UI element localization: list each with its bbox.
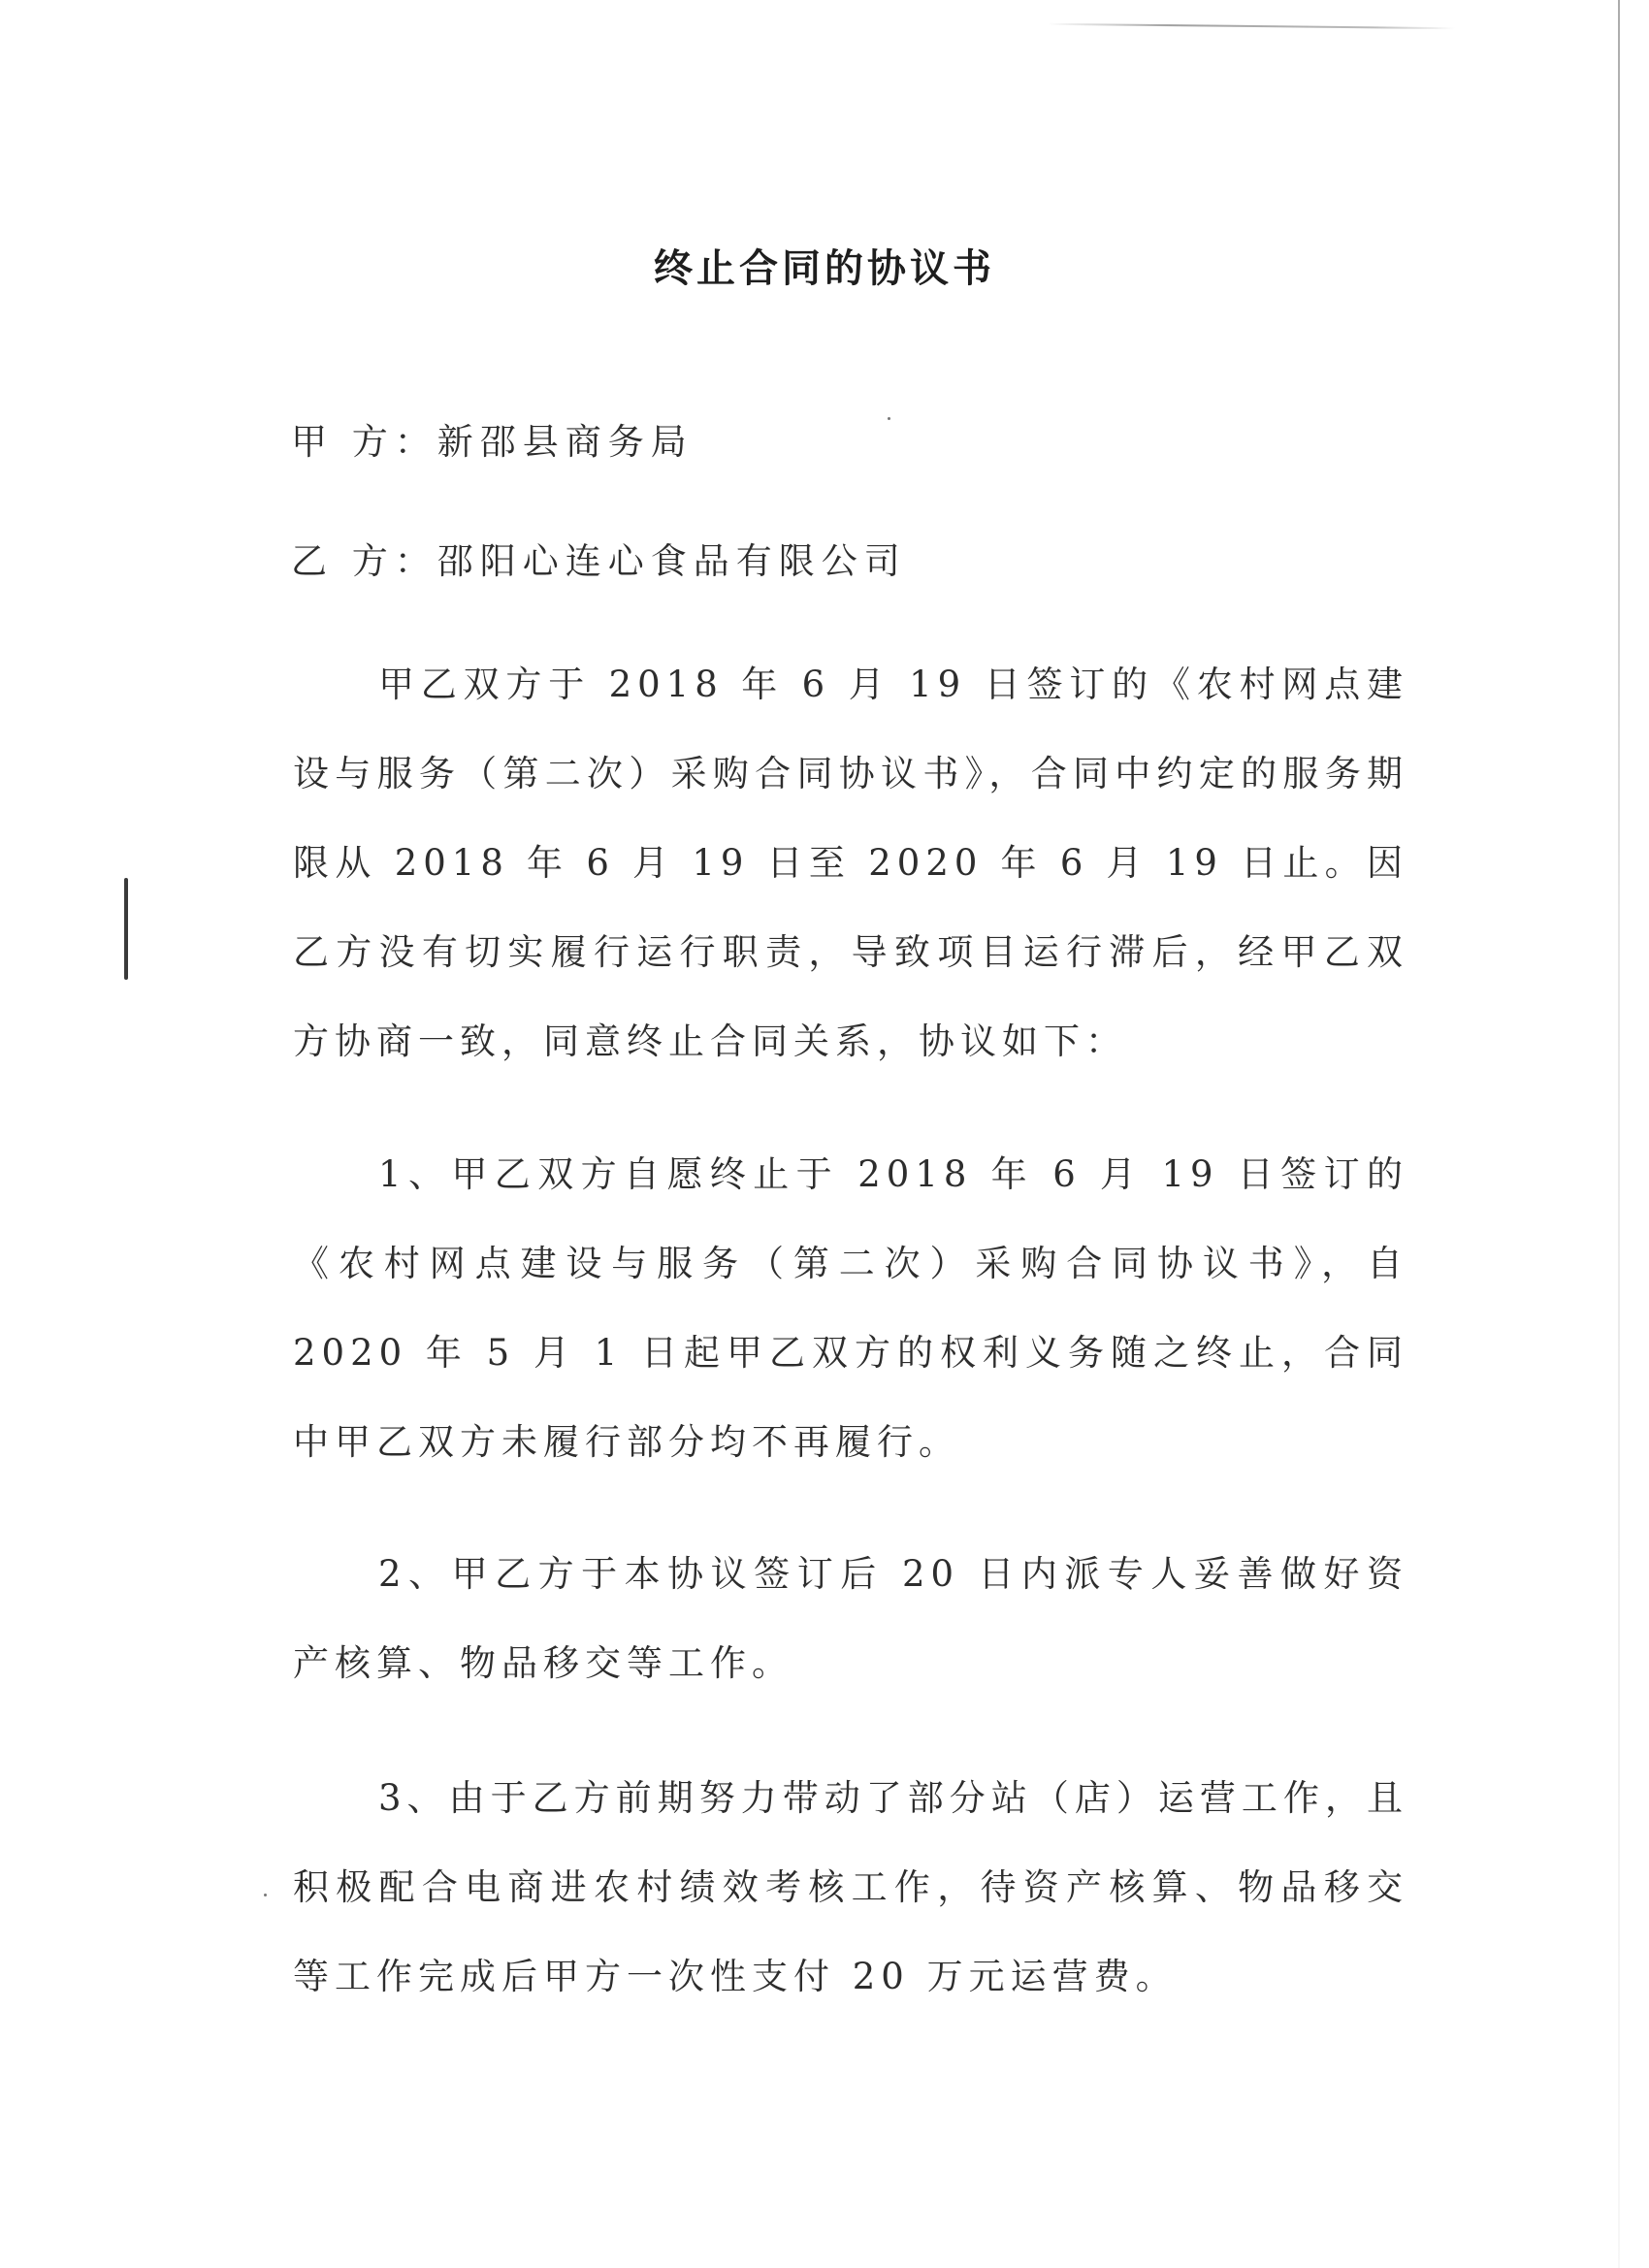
scan-page-edge bbox=[1618, 0, 1620, 2268]
clause-3: 3、由于乙方前期努力带动了部分站（店）运营工作，且积极配合电商进农村绩效考核工作，待资产核算、物品移交等工作完成后甲方一次性支付 20 万元运营费。 bbox=[293, 1777, 1408, 1997]
party-b-line: 乙 方：邵阳心连心食品有限公司 bbox=[291, 540, 907, 582]
clause-1: 1、甲乙双方自愿终止于 2018 年 6 月 19 日签订的《农村网点建设与服务（第二次）采购合同协议书》，自 2020 年 5 月 1 日起甲乙双方的权利义务随之终止，合同中甲乙双方未履行部分均不再履行。 bbox=[293, 1153, 1408, 1463]
margin-mark bbox=[124, 878, 128, 980]
scan-speck bbox=[888, 417, 890, 420]
document-title: 终止合同的协议书 bbox=[654, 246, 995, 291]
party-a-line: 甲 方：新邵县商务局 bbox=[291, 421, 694, 463]
clause-2: 2、甲乙方于本协议签订后 20 日内派专人妥善做好资产核算、物品移交等工作。 bbox=[293, 1553, 1408, 1684]
scan-speck bbox=[264, 1894, 267, 1896]
scan-edge-mark bbox=[1048, 23, 1455, 29]
preamble-paragraph: 甲乙双方于 2018 年 6 月 19 日签订的《农村网点建设与服务（第二次）采购合同协议书》，合同中约定的服务期限从 2018 年 6 月 19 日至 2020 年 6 月 19 日止。因乙方没有切实履行运行职责，导致项目运行滞后，经甲乙双方协商一致，同意终止合同关系，协议如下： bbox=[293, 664, 1408, 1062]
